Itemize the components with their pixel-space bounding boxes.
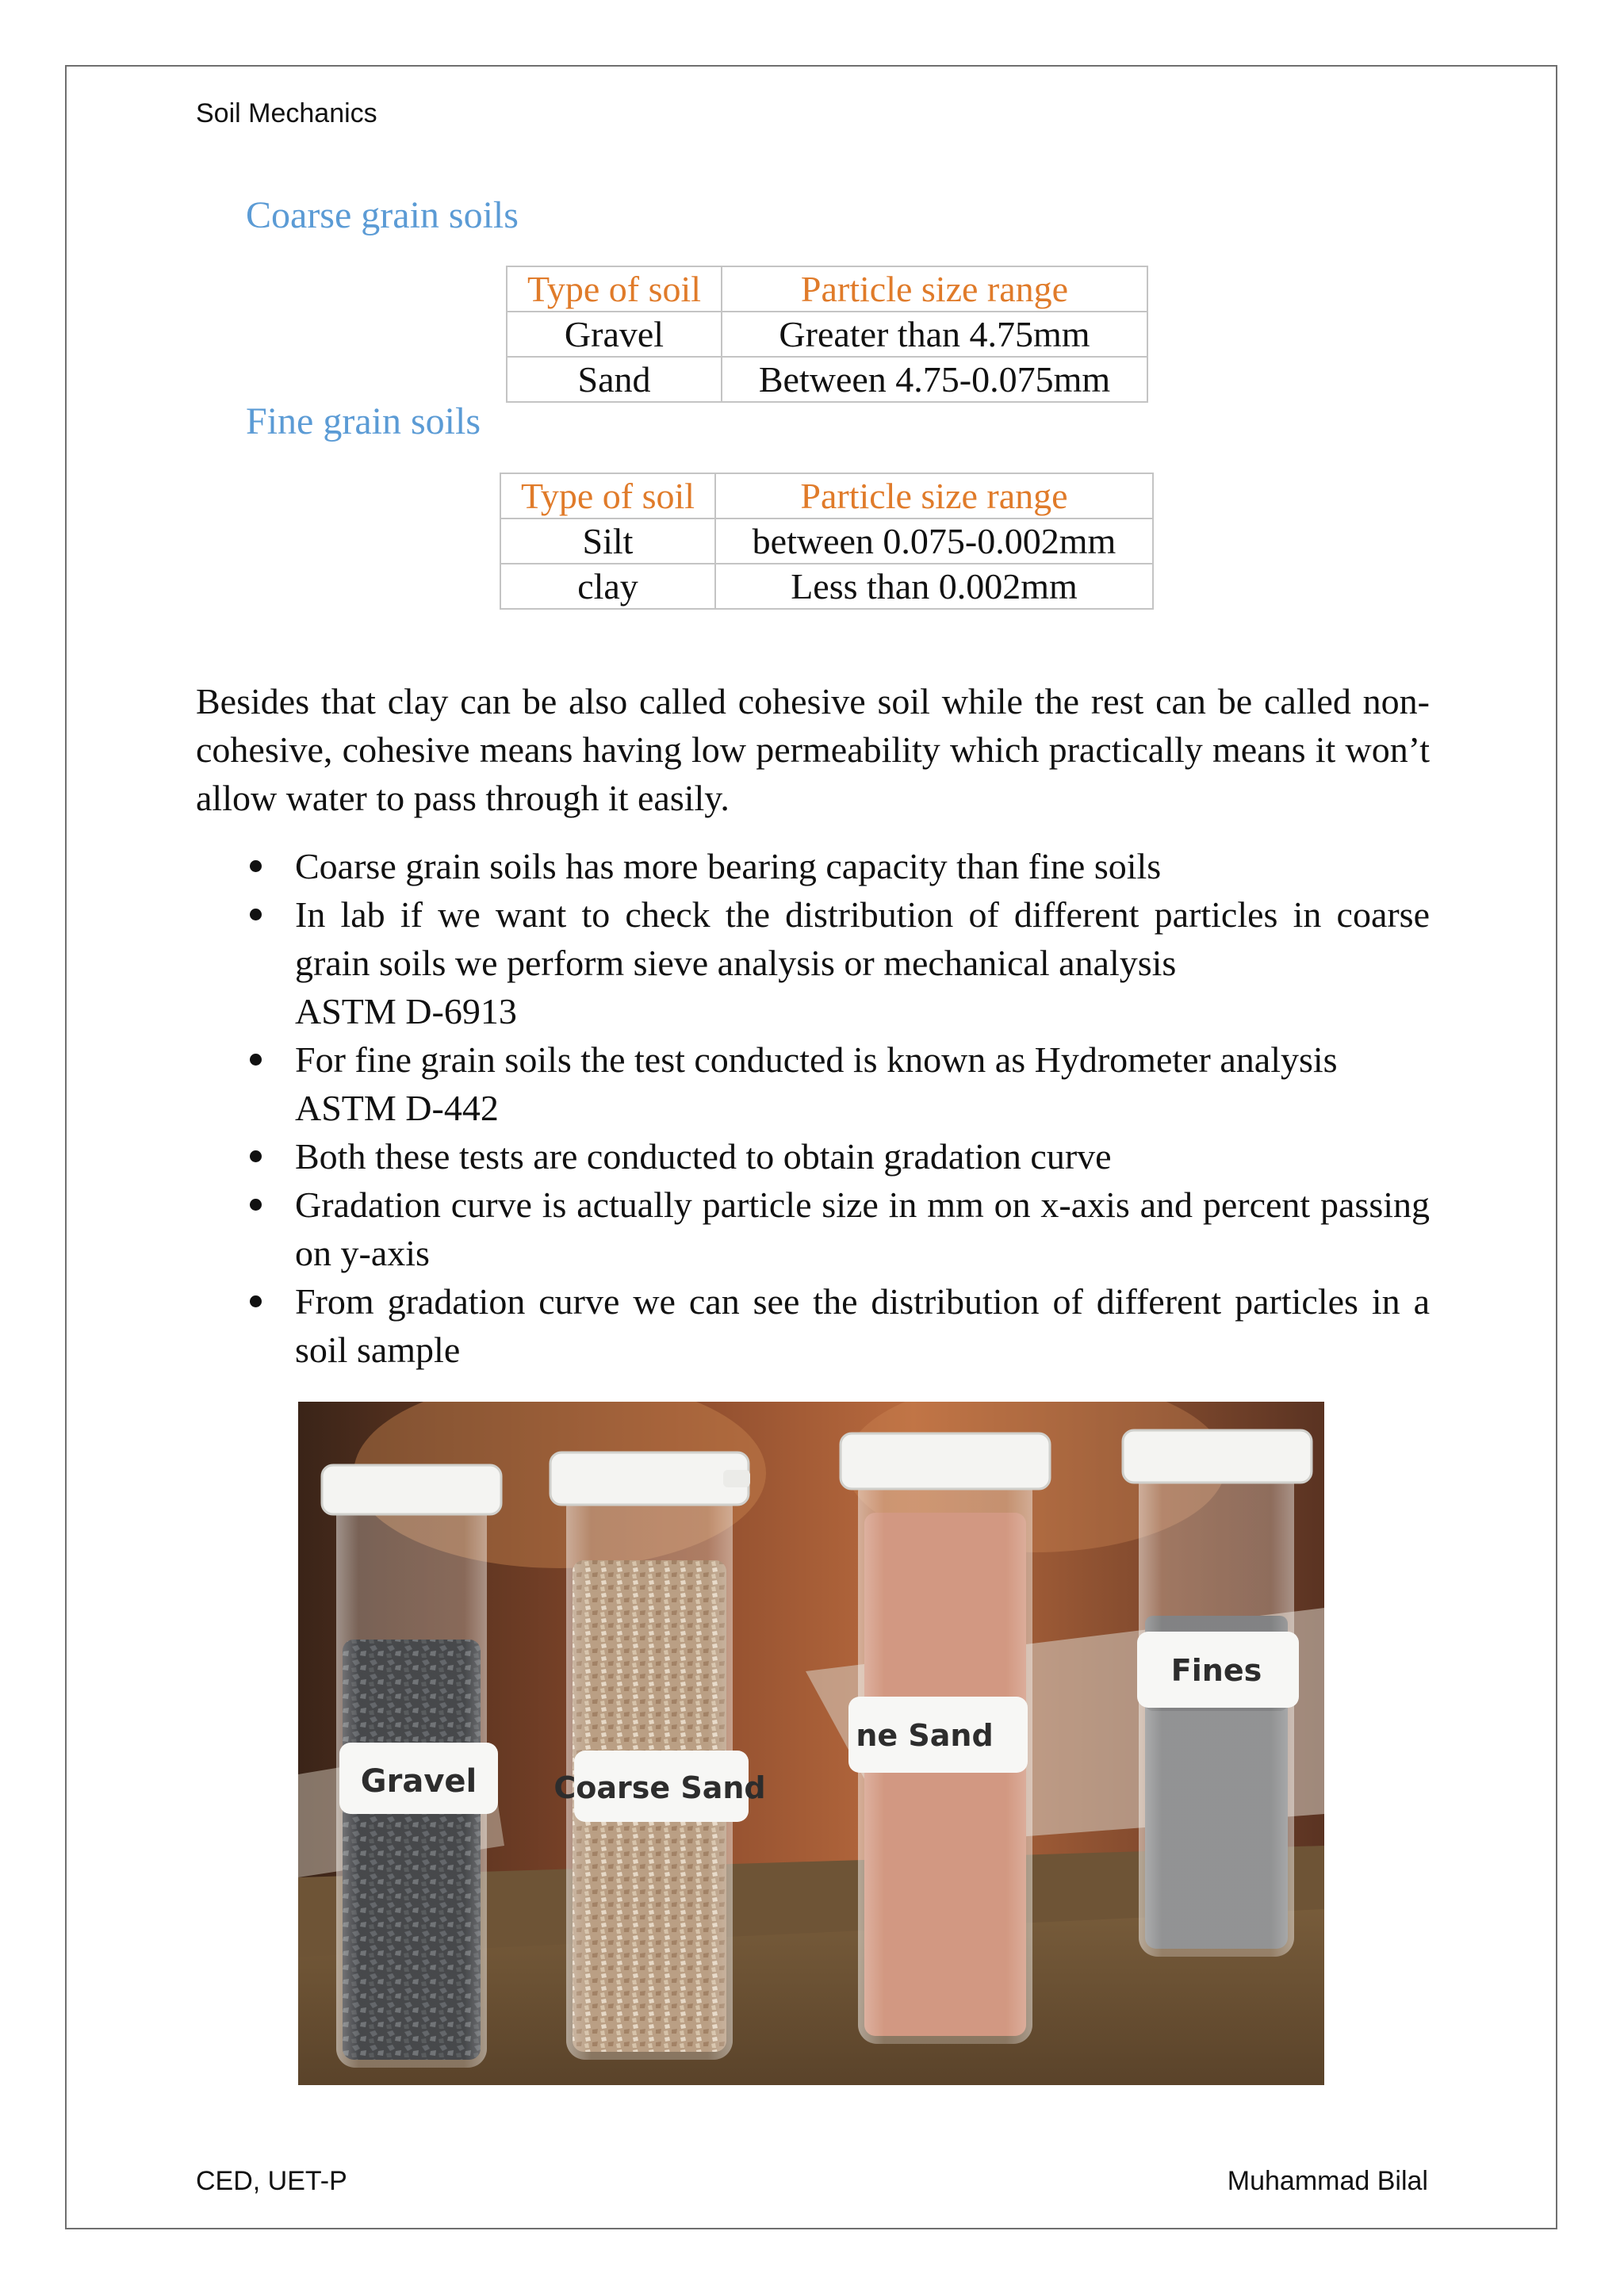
jar-label: Gravel [360,1763,477,1800]
list-item [196,1132,1430,1181]
list-item-text: In lab if we want to check the distribution of different particles in coarse grain soils we perform sieve analysis or mechanical analysis [295,894,1430,983]
list-item-text: Gradation curve is actually particle size in mm on x-axis and percent passing on y-axis [295,1184,1430,1273]
list-item-text: Coarse grain soils has more bearing capacity than fine soils [295,846,1162,886]
list-item [196,890,1430,1035]
list-item [196,1181,1430,1277]
table-cell: Less than 0.002mm [715,564,1153,609]
bullet-icon [250,1054,262,1066]
list-item-text: From gradation curve we can see the distribution of different particles in a soil sample [295,1281,1430,1370]
jar-label: ne Sand [856,1718,994,1753]
bullet-list [196,842,1430,1374]
table-cell: Greater than 4.75mm [722,312,1147,357]
soil-samples-illustration [298,1402,1324,2085]
table-cell: Gravel [507,312,722,357]
list-item [196,1277,1430,1374]
soil-samples-photo [298,1402,1324,2085]
list-item-text: Both these tests are conducted to obtain gradation curve [295,1136,1112,1177]
page-header: Soil Mechanics [196,98,377,128]
list-item [196,1035,1430,1132]
coarse-grain-heading: Coarse grain soils [246,194,519,236]
bullet-icon [250,909,262,920]
fines-jar [1123,1430,1312,1957]
astm-standard: ASTM D-442 [295,1088,499,1128]
fine-sand-jar [841,1433,1050,2044]
column-header: Particle size range [722,266,1147,312]
table-header-row [500,473,1153,519]
table-header-row [507,266,1147,312]
fine-grain-heading: Fine grain soils [246,400,481,442]
table-row [507,357,1147,402]
jar-label: Fines [1170,1653,1262,1688]
table-cell: between 0.075-0.002mm [715,519,1153,564]
jar-label: Coarse Sand [553,1770,766,1805]
table-cell: clay [500,564,715,609]
table-row [500,564,1153,609]
cohesive-soil-paragraph: Besides that clay can be also called cohesive soil while the rest can be called non-cohesive, cohesive means having low permeability which practically means it won’t allow water to pass through it easily. [196,681,1430,818]
gravel-jar [322,1465,501,2068]
footer-author: Muhammad Bilal [1227,2166,1428,2196]
column-header: Particle size range [715,473,1153,519]
list-item-text: For fine grain soils the test conducted is known as Hydrometer analysis [295,1039,1338,1080]
footer-department: CED, UET-P [196,2166,347,2196]
table-row [507,312,1147,357]
fine-grain-table [500,473,1154,610]
table-cell: Between 4.75-0.075mm [722,357,1147,402]
column-header: Type of soil [507,266,722,312]
table-cell: Silt [500,519,715,564]
table-cell: Sand [507,357,722,402]
bullet-icon [250,1150,262,1162]
list-item [196,842,1430,890]
bullet-icon [250,1199,262,1211]
bullet-icon [250,860,262,872]
astm-standard: ASTM D-6913 [295,991,517,1031]
coarse-grain-table [506,266,1148,403]
table-row [500,519,1153,564]
bullet-icon [250,1295,262,1307]
column-header: Type of soil [500,473,715,519]
